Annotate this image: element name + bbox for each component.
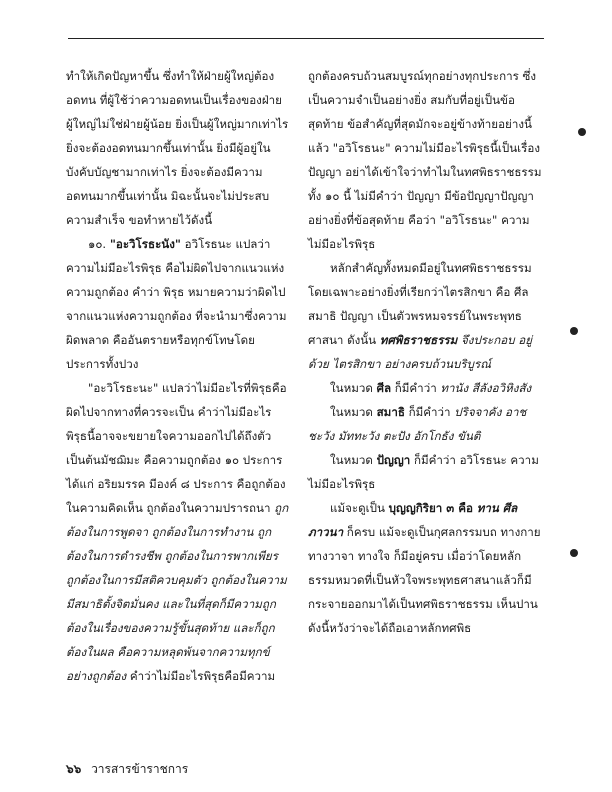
left-paragraph-2 xyxy=(66,232,290,376)
left-paragraph-1: ทำให้เกิดปัญหาขึ้น ซึ่งทำให้ฝ่ายผู้ใหญ่ต้องอดทน ที่ผู้ใช้ว่าความอดทนเป็นเรื่องของฝ่ายผู้ใหญ่ไม่ใช่ฝ่ายผู้น้อย ยิ่งเป็นผู้ใหญ่มากเท่าไรยิ่งจะต้องอดทนมากขึ้นเท่านั้น ยิ่งมีผู้อยู่ในบังคับบัญชามากเท่าไร ยิ่งจะต้องมีความอดทนมากขึ้นเท่านั้น มิฉะนั้นจะไม่ประสบความสำเร็จ ขอทำหายไว้ดังนี้ xyxy=(66,69,289,227)
punch-hole-dot xyxy=(570,327,578,335)
right-paragraph-1: ถูกต้องครบถ้วนสมบูรณ์ทุกอย่างทุกประการ ซึ่งเป็นความจำเป็นอย่างยิ่ง สมกับที่อยู่เป็นข้อสุดท้าย ข้อสำคัญที่สุดมักจะอยู่ข้างท้ายอย่างนี้แล้ว "อวิโรธนะ" ความไม่มีอะไรพิรุธนี้เป็นเรื่องปัญญา อย่าได้เข้าใจว่าทำไมในทศพิธราชธรรมทั้ง ๑๐ นี้ ไม่มีคำว่า ปัญญา มีข้อปัญญาปัญญาอย่างยิ่งที่ข้อสุดท้าย คือว่า "อวิโรธนะ" ความไม่มีอะไรพิรุธ xyxy=(308,69,542,251)
right-paragraph-panya: ในหมวด ปัญญา ก็มีคำว่า อวิโรธนะ ความไม่มีอะไรพิรุธ xyxy=(308,453,539,491)
right-paragraph-2: หลักสำคัญทั้งหมดมีอยู่ในทศพิธราชธรรม โดยเฉพาะอย่างยิ่งที่เรียกว่าไตรสิกขา คือ ศีล สมาธิ ปัญญา เป็นตัวพรหมจรรย์ในพระพุทธศาสนา ดังนั้น ทศพิธราชธรรม จึงประกอบ อยู่ด้วย ไตรสิกขา อย่างครบถ้วนบริบูรณ์ xyxy=(308,261,533,371)
item-definition: อวิโรธนะ แปลว่า ความไม่มีอะไรพิรุธ คือไม่ผิดไปจากแนวแห่งความถูกต้อง คำว่า พิรุธ หมายความว่าผิดไปจากแนวแห่งความถูกต้อง ที่จะนำมาซึ่งความผิดพลาด คืออันตรายหรือทุกข์โทษโดยประการทั้งปวง xyxy=(66,237,287,371)
right-paragraph-samadhi: ในหมวด สมาธิ ก็มีคำว่า ปริจจาคัง อาชชะวัง มัททะวัง ตะปัง อักโกธัง ขันติ xyxy=(308,405,527,443)
item-number: ๑๐. xyxy=(88,237,107,251)
left-column xyxy=(66,64,290,688)
eightfold-path-italic: ถูกต้องในการพูดจา ถูกต้องในการทำงาน ถูกต้องในการดำรงชีพ ถูกต้องในการพากเพียร ถูกต้องในการมีสติควบคุมตัว ถูกต้องในความมีสมาธิตั้งจิตมั่นคง และในที่สุดก็มีความถูกต้องในเรื่องของความรู้ขั้นสุดท้าย และก็ถูกต้องในผล คือความหลุดพ้นจากความทุกข์อย่างถูกต้อง xyxy=(66,501,289,683)
item-term: "อะวิโรธะนัง" xyxy=(109,237,181,251)
punch-hole-dot xyxy=(578,128,586,136)
right-paragraph-sila: ในหมวด ศีล ก็มีคำว่า ทานัง สีลังอวิหิงสัง xyxy=(330,381,532,395)
journal-title: วารสารข้าราชการ xyxy=(91,762,189,776)
left-paragraph-3: "อะวิโรธะนะ" แปลว่าไม่มีอะไรที่พิรุธคือผิดไปจากทางที่ควรจะเป็น คำว่าไม่มีอะไรพิรุธนี้อาจจะขยายใจความออกไปได้ถึงตัวเป็นต้นมัชฌิมะ คือความถูกต้อง ๑๐ ประการ ได้แก่ อริยมรรค มีองค์ ๘ ประการ คือถูกต้องในความคิดเห็น ถูกต้องในความปรารถนา ถูกต้องในการพูดจา ถูกต้องในการทำงาน ถูกต้องในการดำรงชีพ ถูกต้องในการพากเพียร ถูกต้องในการมีสติควบคุมตัว ถูกต้องในความมีสมาธิตั้งจิตมั่นคง และในที่สุดก็มีความถูกต้องในเรื่องของความรู้ขั้นสุดท้าย และก็ถูกต้องในผล คือความหลุดพ้นจากความทุกข์อย่างถูกต้อง คำว่าไม่มีอะไรพิรุธคือมีความ xyxy=(66,381,289,683)
right-paragraph-6: แม้จะดูเป็น บุญญกิริยา ๓ คือ ทาน ศีล ภาวนา ก็ครบ แม้จะดูเป็นกุศลกรรมบถ ทางกาย ทางวาจา ทางใจ ก็มีอยู่ครบ เมื่อว่าโดยหลักธรรมหมวดที่เป็นหัวใจพระพุทธศาสนาแล้วก็มีกระจายออกมาได้เป็นทศพิธราชธรรม เห็นปานดังนี้หวังว่าจะได้ถือเอาหลักทศพิธ xyxy=(308,501,541,635)
right-column xyxy=(308,64,548,640)
header-rule xyxy=(68,38,544,39)
page-footer xyxy=(66,760,188,779)
page-number: ๖๖ xyxy=(66,762,82,776)
punch-hole-dot xyxy=(570,549,578,557)
tosapit-term: ทศพิธราชธรรม xyxy=(379,333,458,347)
